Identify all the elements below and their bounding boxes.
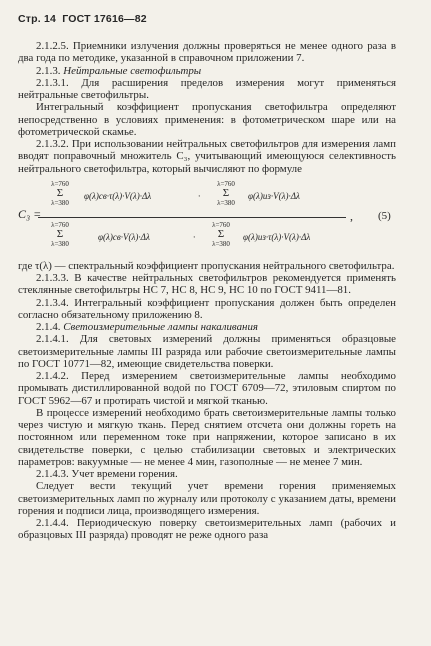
sum-operator: λ=760 Σ λ=380 [217,179,235,207]
page-header [18,13,147,25]
formula-comma: , [350,208,353,223]
formula-fraction [38,180,346,256]
paragraph-2-1-4-4: 2.1.4.4. Периодическую поверку светоизмерительных ламп (рабочих и образцовых III разряда) проводят не реже одного раза [18,517,396,542]
paragraph-2-1-4-3: 2.1.4.3. Учет времени горения. [36,468,178,480]
multiply-dot: · [198,190,201,201]
paragraph-2-1-4-2-b: В процессе измерений необходимо брать светоизмерительные лампы только через чистую и мягкую ткань. Перед снятием отсчета они должны гореть на постоянном или переменном токе при напряжении, которое записано в их свидетельстве поверки, с целью стабилизации световых и электрических параметров: вакуумные — не менее 4 мин, газополные — не менее 7 мин. [18,406,396,468]
page-label: Стр. 14 [18,13,57,25]
heading-2-1-3-number: 2.1.3. [36,64,61,77]
formula-legend: где τ(λ) — спектральный коэффициент пропускания нейтрального светофильтра. [18,259,395,272]
standard-number: ГОСТ 17616—82 [62,13,147,25]
paragraph-2-1-3-3: 2.1.3.3. В качестве нейтральных светофильтров рекомендуется применять стеклянные светофильтры НС 7, НС 8, НС 9, НС 10 по ГОСТ 9411—81. [18,272,396,297]
numerator-term-1: φ(λ)св·τ(λ)·V(λ)·Δλ [84,190,152,201]
paragraph-2-1-3-1-b: Интегральный коэффициент пропускания светофильтра определяют непосредственно в условиях применения: в фотометрическом шаре или на фотометрической скамье. [18,101,396,138]
heading-2-1-3-title: Нейтральные светофильтры [63,64,202,77]
heading-2-1-4-number: 2.1.4. [36,321,61,333]
sum-operator: λ=760 Σ λ=380 [212,220,230,248]
paragraph-2-1-4-3-b: Следует вести текущий учет времени горения применяемых светоизмерительных ламп по журналу или протоколу с указанием даты, времени горения и подписи лица, производящего измерения. [18,480,396,517]
sum-operator: λ=760 Σ λ=380 [51,220,69,248]
heading-2-1-4-title: Светоизмерительные лампы накаливания [63,321,258,333]
paragraph-2-1-3-2: 2.1.3.2. При использовании нейтральных светофильтров для измерения ламп вводят поправочный множитель C₃, учитывающий имеющуюся селективность нейтрального светофильтра, который вычисляют по формуле [18,138,396,175]
sum-operator: λ=760 Σ λ=380 [51,179,69,207]
multiply-dot: · [193,231,196,242]
paragraph-2-1-4-1: 2.1.4.1. Для световых измерений должны применяться образцовые светоизмерительные лампы III разряда или рабочие светоизмерительные лампы по ГОСТ 10771—82, имеющие свидетельства поверки. [18,333,396,370]
denominator-term-2: φ(λ)из·τ(λ)·V(λ)·Δλ [243,231,311,242]
equation-number: (5) [378,209,391,222]
numerator-term-2: φ(λ)из·V(λ)·Δλ [248,190,300,201]
heading-2-1-3 [18,65,396,77]
paragraph-2-1-4-2: 2.1.4.2. Перед измерением светоизмерительные лампы необходимо промывать дистиллированной водой по ГОСТ 6709—72, этиловым спиртом по ГОСТ 5962—67 и протирать чистой и мягкой тканью. [18,370,396,407]
formula-numerator [38,180,346,214]
formula-5 [18,178,396,258]
formula-denominator [38,221,346,255]
document-body [18,40,396,542]
heading-2-1-4 [18,321,396,333]
fraction-bar [38,217,346,218]
paragraph-2-1-2-5: 2.1.2.5. Приемники излучения должны проверяться не менее одного раза в два года по методике, указанной в справочном приложении 7. [18,40,396,65]
denominator-term-1: φ(λ)св·V(λ)·Δλ [98,231,150,242]
paragraph-2-1-3-1: 2.1.3.1. Для расширения пределов измерения могут применяться нейтральные светофильтры. [18,76,396,101]
formula-lhs: C₃ = [18,206,42,221]
paragraph-2-1-3-4: 2.1.3.4. Интегральный коэффициент пропускания должен быть определен согласно обязательному приложению 8. [18,296,396,321]
